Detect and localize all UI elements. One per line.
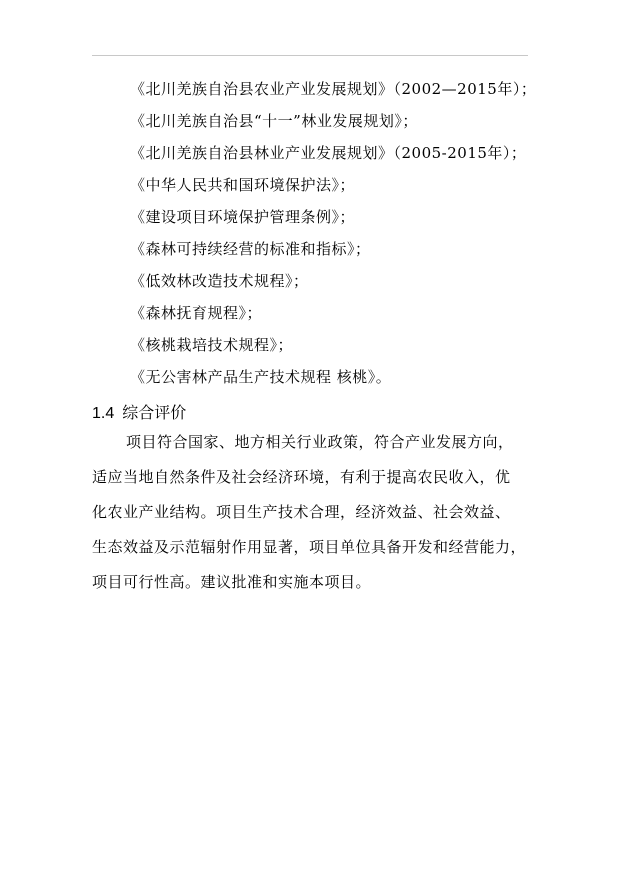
reference-item: 《北川羌族自治县林业产业发展规划》（2005-2015年）； bbox=[130, 144, 527, 162]
reference-item: 《无公害林产品生产技术规程 核桃》。 bbox=[130, 368, 392, 386]
section-title: 综合评价 bbox=[122, 405, 187, 422]
reference-item: 《低效林改造技术规程》； bbox=[130, 272, 309, 290]
reference-item: 《建设项目环境保护管理条例》； bbox=[130, 208, 356, 226]
section-heading bbox=[92, 403, 186, 425]
paragraph-line: 适应当地自然条件及社会经济环境，有利于提高农民收入，优 bbox=[92, 468, 511, 486]
reference-item: 《森林抚育规程》； bbox=[130, 304, 263, 322]
paragraph-line: 化农业产业结构。项目生产技术合理，经济效益、社会效益、 bbox=[92, 503, 511, 521]
reference-item: 《北川羌族自治县“十一”林业发展规划》； bbox=[130, 112, 418, 130]
reference-item: 《核桃栽培技术规程》； bbox=[130, 336, 294, 354]
header-rule bbox=[92, 55, 528, 56]
paragraph-line: 项目可行性高。建议批准和实施本项目。 bbox=[92, 573, 372, 591]
reference-item: 《森林可持续经营的标准和指标》； bbox=[130, 240, 371, 258]
paragraph-line: 项目符合国家、地方相关行业政策，符合产业发展方向， bbox=[126, 433, 514, 451]
section-number: 1.4 bbox=[92, 405, 115, 422]
reference-item: 《中华人民共和国环境保护法》； bbox=[130, 176, 356, 194]
reference-item: 《北川羌族自治县农业产业发展规划》（2002—2015年）； bbox=[130, 80, 537, 98]
paragraph-line: 生态效益及示范辐射作用显著，项目单位具备开发和经营能力， bbox=[92, 538, 527, 556]
